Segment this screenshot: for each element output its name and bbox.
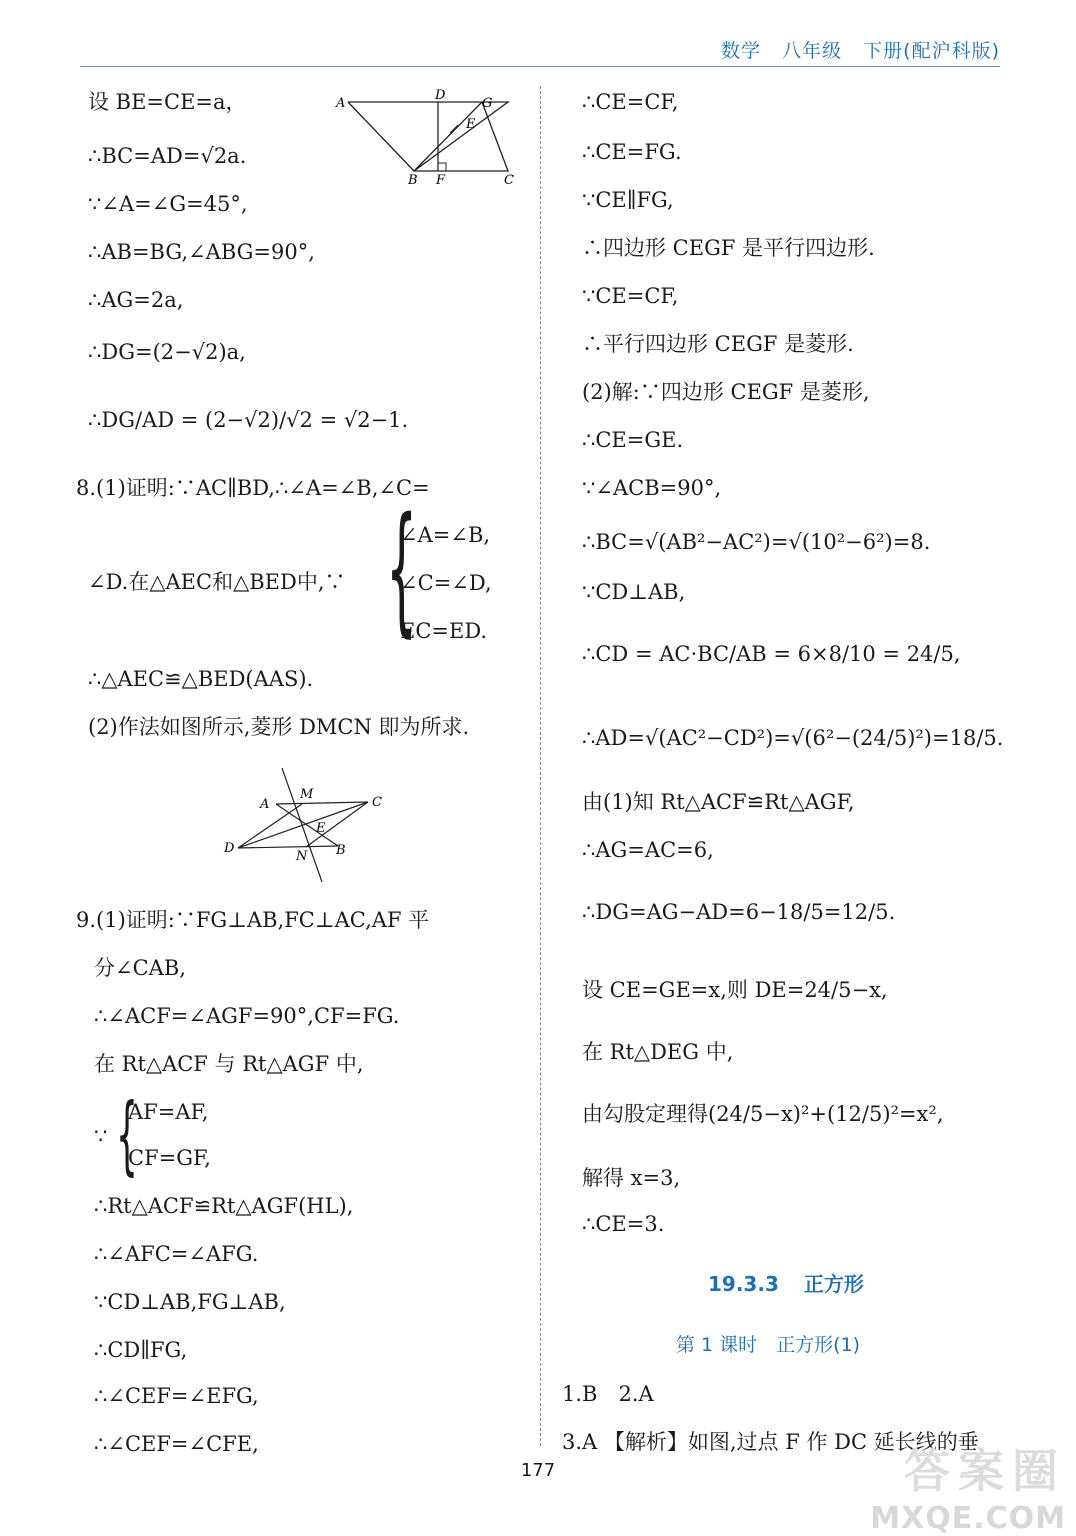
section-title: 正方形 — [803, 1272, 864, 1296]
left-line-6: ∴DG=(2−√2)a, — [88, 340, 246, 364]
right-line-5: ∵CE=CF, — [582, 284, 679, 308]
answers-1-2: 1.B 2.A — [562, 1382, 654, 1406]
answer-3: 3.A 【解析】如图,过点 F 作 DC 延长线的垂 — [562, 1430, 979, 1454]
column-divider — [540, 86, 541, 1446]
left-q8-cond-3: EC=ED. — [400, 619, 488, 643]
right-line-17: 设 CE=GE=x,则 DE=24/5−x, — [582, 978, 888, 1002]
right-line-11: ∵CD⊥AB, — [582, 580, 686, 604]
page-header — [707, 36, 1000, 63]
left-line-7: ∴DG/AD = (2−√2)/√2 = √2−1. — [88, 408, 409, 432]
fig1-shape — [348, 102, 508, 171]
left-q9-cond-1: AF=AF, — [128, 1100, 209, 1124]
left-q9-line-6: ∴∠AFC=∠AFG. — [94, 1242, 259, 1266]
right-line-8: ∴CE=GE. — [582, 428, 684, 452]
fig2-label-b: B — [336, 843, 346, 858]
left-q9-line-5: ∴Rt△ACF≌Rt△AGF(HL), — [94, 1194, 354, 1218]
left-q8-cond-2: ∠C=∠D, — [400, 571, 492, 595]
watermark-bottom: MXQE.COM — [870, 1501, 1066, 1536]
fig1-label-c: C — [504, 173, 514, 188]
left-q8-line-4: (2)作法如图所示,菱形 DMCN 即为所求. — [88, 715, 470, 739]
fig1-right-angle — [438, 163, 446, 171]
right-line-10: ∴BC=√(AB²−AC²)=√(10²−6²)=8. — [582, 530, 931, 554]
right-line-1: ∴CE=CF, — [582, 90, 679, 114]
fig2-label-n: N — [296, 849, 308, 864]
left-line-5: ∴AG=2a, — [88, 288, 184, 312]
left-q9-line-8: ∴CD∥FG, — [94, 1338, 188, 1362]
watermark — [870, 1435, 1066, 1536]
right-line-3: ∵CE∥FG, — [582, 188, 674, 212]
fig1-bg-line — [414, 102, 482, 171]
fig2-label-d: D — [224, 841, 235, 856]
fig1-label-a: A — [336, 96, 346, 111]
right-line-14: 由(1)知 Rt△ACF≌Rt△AGF, — [582, 790, 855, 814]
header-grade: 八年级 — [782, 40, 843, 62]
left-q8-line-3: ∴△AEC≌△BED(AAS). — [88, 667, 314, 691]
right-line-19: 由勾股定理得(24/5−x)²+(12/5)²=x², — [582, 1102, 944, 1126]
q9-brace: { — [116, 1085, 138, 1185]
fig2-label-e: E — [316, 821, 326, 836]
right-line-6: ∴平行四边形 CEGF 是菱形. — [582, 332, 854, 356]
fig2-line-dc — [238, 802, 368, 848]
fig1-label-f: F — [436, 173, 446, 188]
left-q9-line-2: 分∠CAB, — [94, 956, 186, 980]
right-line-15: ∴AG=AC=6, — [582, 838, 714, 862]
fig1-label-b: B — [408, 173, 418, 188]
right-line-18: 在 Rt△DEG 中, — [582, 1040, 734, 1064]
section-heading — [708, 1268, 864, 1297]
right-line-4: ∴四边形 CEGF 是平行四边形. — [582, 236, 875, 260]
right-line-21: ∴CE=3. — [582, 1212, 665, 1236]
left-q9-line-3: ∴∠ACF=∠AGF=90°,CF=FG. — [94, 1004, 400, 1028]
fig2-label-c: C — [372, 795, 382, 810]
figure-rhombus — [218, 762, 388, 886]
fig1-label-e: E — [466, 117, 476, 132]
left-q8-cond-1: ∠A=∠B, — [400, 523, 491, 547]
right-line-2: ∴CE=FG. — [582, 140, 682, 164]
left-q9-line-9: ∴∠CEF=∠EFG, — [94, 1384, 259, 1408]
fig2-label-m: M — [300, 787, 314, 802]
fig2-label-a: A — [260, 797, 270, 812]
left-line-3: ∵∠A=∠G=45°, — [88, 192, 248, 216]
right-line-12: ∴CD = AC·BC/AB = 6×8/10 = 24/5, — [582, 642, 961, 666]
left-q8-line-2: ∠D.在△AEC和△BED中,∵ — [88, 570, 346, 594]
figure-parallelogram — [332, 88, 522, 190]
because-symbol: ∵ — [94, 1124, 108, 1148]
left-line-2: ∴BC=AD=√2a. — [88, 144, 247, 168]
left-q9-line-4: 在 Rt△ACF 与 Rt△AGF 中, — [94, 1052, 364, 1076]
left-q9-line-1: 9.(1)证明:∵FG⊥AB,FC⊥AC,AF 平 — [76, 908, 430, 932]
watermark-top: 答案圈 — [904, 1444, 1066, 1498]
right-line-20: 解得 x=3, — [582, 1166, 681, 1190]
left-line-4: ∴AB=BG,∠ABG=90°, — [88, 240, 315, 264]
fig2-line-dm — [238, 804, 302, 848]
left-q8-line-1: 8.(1)证明:∵AC∥BD,∴∠A=∠B,∠C= — [76, 476, 430, 500]
section-number: 19.3.3 — [708, 1272, 779, 1296]
left-q9-line-7: ∵CD⊥AB,FG⊥AB, — [94, 1290, 286, 1314]
left-q9-line-10: ∴∠CEF=∠CFE, — [94, 1432, 259, 1456]
right-line-13: ∴AD=√(AC²−CD²)=√(6²−(24/5)²)=18/5. — [582, 726, 1004, 750]
page-number: 177 — [520, 1460, 556, 1481]
right-line-16: ∴DG=AG−AD=6−18/5=12/5. — [582, 900, 896, 924]
fig1-label-d: D — [435, 88, 446, 103]
right-line-9: ∵∠ACB=90°, — [582, 476, 722, 500]
fig1-label-g: G — [482, 96, 493, 111]
right-line-7: (2)解:∵四边形 CEGF 是菱形, — [582, 380, 870, 404]
header-rule — [80, 66, 1000, 67]
left-q9-cond-2: CF=GF, — [128, 1146, 211, 1170]
q8-brace: { — [386, 488, 418, 651]
lesson-heading: 第 1 课时 正方形(1) — [676, 1334, 861, 1356]
fig2-line-db — [238, 846, 338, 848]
left-line-1: 设 BE=CE=a， — [88, 90, 247, 114]
header-subject: 数学 — [721, 40, 762, 62]
fig1-perp — [450, 125, 458, 133]
header-book: 下册(配沪科版) — [863, 40, 1000, 62]
fig2-line-ac — [276, 802, 368, 804]
